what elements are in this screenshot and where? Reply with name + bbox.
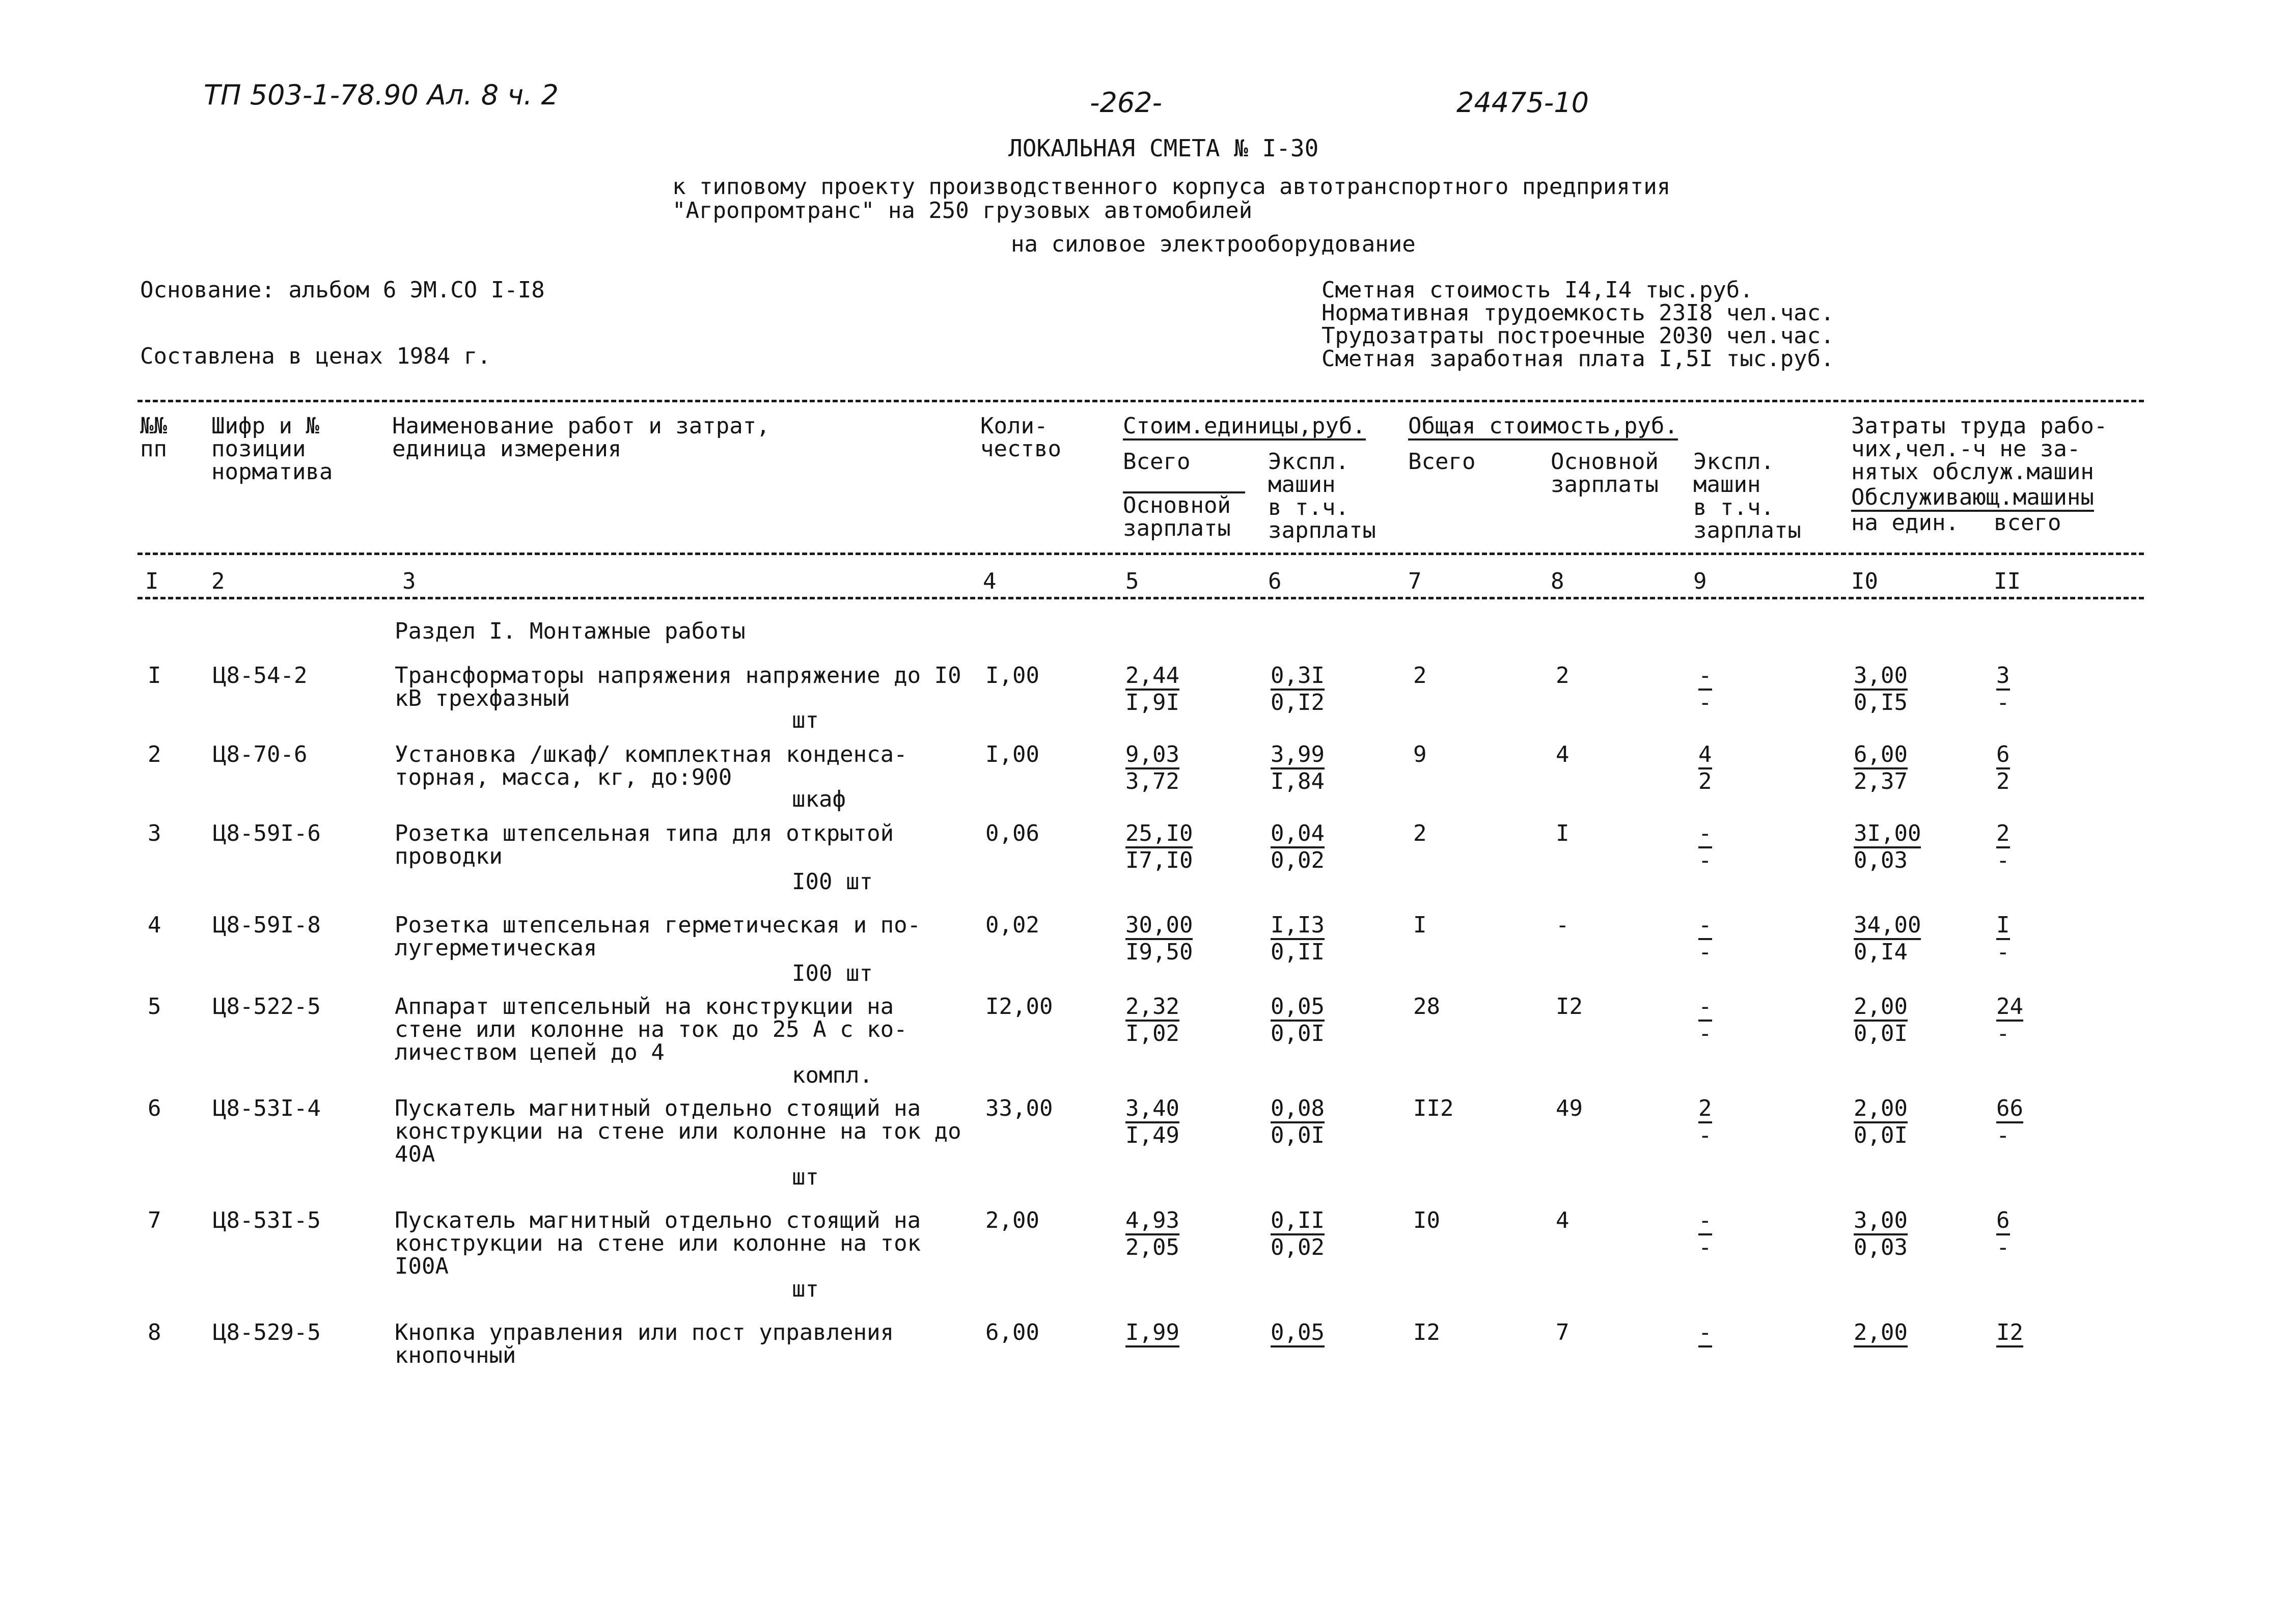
total-cost: 2 [1413,663,1427,689]
total-cost: I2 [1413,1319,1440,1345]
unit-cost-total-bottom: I,9I [1125,690,1179,715]
row-number: 2 [148,741,161,767]
row-name: Розетка штепсельная герметическая и по- лугерметическая [395,912,921,961]
document-reference: ТП 503-1-78.90 Ал. 8 ч. 2 [204,79,559,111]
labor-per-unit-top: 2,00 [1854,996,1908,1022]
total-machines-bottom: - [1698,939,1712,965]
unit-cost-total-bottom: I,49 [1125,1122,1179,1148]
labor-per-unit [1854,665,1908,714]
summary-line-2: Нормативная трудоемкость 23I8 чел.час. [1322,300,1834,326]
labor-total-top: 2 [1996,822,2010,848]
unit-cost-machines [1271,822,1325,872]
column-number: 9 [1693,568,1707,594]
row-quantity: I,00 [985,741,1039,767]
labor-total [1996,914,2010,964]
labor-per-unit-bottom: 0,03 [1854,847,1908,873]
table-top-rule [137,400,2144,402]
col-header-c6-bottom: в т.ч. зарплаты [1268,494,1376,543]
unit-cost-machines-top: 0,04 [1271,822,1325,848]
row-unit: шкаф [792,786,846,812]
column-number: 5 [1125,568,1139,594]
unit-cost-machines-top: 0,05 [1271,1322,1325,1347]
row-unit: I00 шт [792,869,873,895]
labor-per-unit-top: 3,00 [1854,1209,1908,1235]
total-machines-bottom: - [1698,1234,1712,1260]
row-name: Пускатель магнитный отдельно стоящий на конструкции на стене или колонне на ток I00А [395,1207,921,1279]
labor-total-top: 6 [1996,1209,2010,1235]
total-machines-top: 2 [1698,1097,1712,1123]
labor-total-top: 3 [1996,665,2010,691]
row-quantity: 6,00 [985,1319,1039,1345]
labor-total-bottom: 2 [1996,768,2010,794]
unit-cost-total-top: 30,00 [1125,914,1193,940]
unit-cost-machines-top: 0,3I [1271,665,1325,691]
subtitle-line-2: "Агропромтранс" на 250 грузовых автомобилей [672,198,1253,224]
col-header-c7: Всего [1408,449,1476,475]
total-machines-top: - [1698,1322,1712,1347]
unit-cost-machines-bottom: 0,02 [1271,847,1325,873]
total-machines-bottom: - [1698,690,1712,715]
unit-cost-total [1125,665,1179,714]
unit-cost-machines-top: 3,99 [1271,744,1325,769]
total-machines [1698,665,1712,714]
unit-cost-total-top: 9,03 [1125,744,1179,769]
col-header-c9-bottom: в т.ч. зарплаты [1693,494,1801,543]
total-wages: I2 [1556,994,1583,1020]
total-machines-top: - [1698,996,1712,1022]
col-group-unit-cost: Стоим.единицы,руб. [1123,415,1366,441]
unit-cost-machines-top: 0,05 [1271,996,1325,1022]
subtitle-line-3: на силовое электрооборудование [1011,231,1416,257]
labor-total [1996,1209,2010,1259]
total-machines [1698,822,1712,872]
page-title: ЛОКАЛЬНАЯ СМЕТА № I-30 [1008,134,1319,162]
col-header-c5-top: Всего [1123,449,1191,475]
labor-total [1996,822,2010,872]
total-machines-top: - [1698,1209,1712,1235]
total-wages: 4 [1556,741,1570,767]
row-number: I [148,663,161,689]
row-name: Аппарат штепсельный на конструкции на стене или колонне на ток до 25 А с ко- личеством цепей до 4 [395,994,907,1065]
unit-cost-machines-top: 0,II [1271,1209,1325,1235]
labor-total [1996,996,2023,1045]
total-machines-bottom: - [1698,847,1712,873]
row-quantity: I,00 [985,663,1039,689]
labor-per-unit-top: 3,00 [1854,665,1908,691]
col-header-num: №№ пп [140,413,167,462]
total-cost: 2 [1413,820,1427,846]
total-machines-bottom: 2 [1698,768,1712,794]
row-code: Ц8-53I-5 [213,1207,321,1233]
total-machines [1698,1097,1712,1147]
labor-per-unit-bottom: 2,37 [1854,768,1908,794]
archive-number: 24475-10 [1456,87,1589,119]
column-number: II [1994,568,2021,594]
col-header-c6-top: Экспл. машин [1268,449,1349,498]
row-code: Ц8-53I-4 [213,1095,321,1121]
total-machines [1698,914,1712,964]
row-number: 4 [148,912,161,938]
unit-cost-machines-top: I,I3 [1271,914,1325,940]
row-code: Ц8-70-6 [213,741,308,767]
row-unit: шт [792,1164,819,1190]
unit-cost-total [1125,1319,1179,1347]
row-name: Установка /шкаф/ комплектная конденса- торная, масса, кг, до:900 [395,741,907,790]
row-unit: I00 шт [792,960,873,986]
page-number: -262- [1090,87,1163,119]
labor-per-unit [1854,741,1908,794]
labor-per-unit-bottom: 0,I5 [1854,690,1908,715]
labor-total-bottom: - [1996,690,2010,715]
labor-total-top: I [1996,914,2010,940]
row-number: 3 [148,820,161,846]
row-code: Ц8-522-5 [213,994,321,1020]
unit-cost-total [1125,996,1179,1045]
labor-per-unit-top: 3I,00 [1854,822,1921,848]
total-wages: I [1556,820,1570,846]
total-cost: I0 [1413,1207,1440,1233]
labor-per-unit [1854,996,1908,1045]
row-name: Кнопка управления или пост управления кнопочный [395,1319,894,1368]
total-machines-bottom: - [1698,1122,1712,1148]
unit-cost-total-top: I,99 [1125,1322,1179,1347]
labor-per-unit-top: 2,00 [1854,1322,1908,1347]
row-number: 5 [148,994,161,1020]
column-number: 2 [211,568,225,594]
unit-cost-machines [1271,741,1325,794]
subtitle-line-1: к типовому проекту производственного корпуса автотранспортного предприятия [672,174,1671,200]
total-machines [1698,1209,1712,1259]
row-number: 6 [148,1095,161,1121]
unit-cost-machines [1271,914,1325,964]
section-title: Раздел I. Монтажные работы [395,618,746,644]
labor-per-unit-bottom: 0,0I [1854,1122,1908,1148]
basis-text: Основание: альбом 6 ЭМ.СО I-I8 [140,277,545,303]
unit-cost-total-top: 4,93 [1125,1209,1179,1235]
total-wages: 2 [1556,663,1570,689]
total-machines-top: - [1698,914,1712,940]
column-number: 4 [983,568,997,594]
total-cost: I [1413,912,1427,938]
labor-total-bottom: - [1996,939,2010,965]
row-quantity: 0,02 [985,912,1039,938]
labor-per-unit [1854,1097,1908,1147]
unit-cost-machines-bottom: 0,0I [1271,1122,1325,1148]
unit-cost-machines-bottom: 0,II [1271,939,1325,965]
unit-cost-machines [1271,1319,1325,1347]
labor-total [1996,1319,2023,1347]
column-number: 3 [402,568,416,594]
total-wages: - [1556,912,1570,938]
unit-cost-total-bottom: I9,50 [1125,939,1193,965]
total-cost: II2 [1413,1095,1454,1121]
col-group-total-cost: Общая стоимость,руб. [1408,415,1678,441]
labor-total [1996,741,2010,794]
total-wages: 4 [1556,1207,1570,1233]
col-group-labor-sub: Обслуживающ.машины [1851,486,2094,512]
total-machines [1698,1319,1712,1347]
row-code: Ц8-59I-8 [213,912,321,938]
labor-total [1996,665,2010,714]
row-name: Пускатель магнитный отдельно стоящий на конструкции на стене или колонне на ток до 40А [395,1095,961,1167]
unit-cost-total-top: 3,40 [1125,1097,1179,1123]
unit-cost-total-bottom: I7,I0 [1125,847,1193,873]
unit-cost-total-top: 2,32 [1125,996,1179,1022]
total-machines-top: - [1698,665,1712,691]
header-bottom-rule [137,553,2144,555]
labor-per-unit-bottom: 0,I4 [1854,939,1908,965]
col-header-c5-bottom: Основной зарплаты [1123,491,1245,541]
unit-cost-machines-top: 0,08 [1271,1097,1325,1123]
unit-cost-total [1125,822,1193,872]
unit-cost-total-bottom: 2,05 [1125,1234,1179,1260]
row-name: Розетка штепсельная типа для открытой проводки [395,820,894,869]
labor-total-bottom: - [1996,847,2010,873]
labor-per-unit-top: 34,00 [1854,914,1921,940]
column-number: I0 [1851,568,1878,594]
summary-line-3: Трудозатраты построечные 2030 чел.час. [1322,323,1834,349]
prices-text: Составлена в ценах 1984 г. [140,343,491,369]
labor-total-bottom: - [1996,1021,2010,1047]
row-unit: компл. [792,1062,873,1088]
unit-cost-total-top: 2,44 [1125,665,1179,691]
labor-per-unit [1854,914,1921,964]
row-quantity: 33,00 [985,1095,1053,1121]
unit-cost-machines-bottom: I,84 [1271,768,1325,794]
unit-cost-machines [1271,996,1325,1045]
labor-total [1996,1097,2023,1147]
column-number: 7 [1408,568,1422,594]
total-machines-bottom: - [1698,1021,1712,1047]
labor-per-unit [1854,822,1921,872]
total-machines-top: 4 [1698,744,1712,769]
summary-line-4: Сметная заработная плата I,5I тыс.руб. [1322,346,1834,372]
labor-total-bottom: - [1996,1122,2010,1148]
labor-total-top: 6 [1996,744,2010,769]
unit-cost-machines-bottom: 0,02 [1271,1234,1325,1260]
unit-cost-machines [1271,665,1325,714]
unit-cost-total [1125,741,1179,794]
total-machines [1698,741,1712,794]
row-code: Ц8-59I-6 [213,820,321,846]
row-number: 8 [148,1319,161,1345]
summary-line-1: Сметная стоимость I4,I4 тыс.руб. [1322,277,1753,303]
total-machines-top: - [1698,822,1712,848]
col-header-qty: Коли- чество [980,413,1061,462]
column-numbers-rule [137,597,2144,599]
unit-cost-total [1125,1209,1179,1259]
total-cost: 28 [1413,994,1440,1020]
labor-per-unit-top: 6,00 [1854,744,1908,769]
column-number: I [145,568,159,594]
labor-total-top: I2 [1996,1322,2023,1347]
unit-cost-machines [1271,1097,1325,1147]
unit-cost-total-bottom: I,02 [1125,1021,1179,1047]
row-quantity: I2,00 [985,994,1053,1020]
unit-cost-machines-bottom: 0,0I [1271,1021,1325,1047]
labor-per-unit-bottom: 0,0I [1854,1021,1908,1047]
col-group-labor: Затраты труда рабо- чих,чел.-ч не за- нятых обслуж.машин [1851,413,2108,485]
row-code: Ц8-54-2 [213,663,308,689]
unit-cost-total [1125,914,1193,964]
labor-per-unit-top: 2,00 [1854,1097,1908,1123]
col-header-c8: Основной зарплаты [1551,449,1659,498]
row-quantity: 2,00 [985,1207,1039,1233]
total-wages: 7 [1556,1319,1570,1345]
total-wages: 49 [1556,1095,1583,1121]
labor-total-bottom: - [1996,1234,2010,1260]
col-header-c9-top: Экспл. машин [1693,449,1774,498]
unit-cost-total [1125,1097,1179,1147]
row-unit: шт [792,1276,819,1302]
col-header-c11: всего [1994,510,2061,536]
total-cost: 9 [1413,741,1427,767]
row-number: 7 [148,1207,161,1233]
col-header-name: Наименование работ и затрат, единица измерения [392,413,770,462]
unit-cost-machines [1271,1209,1325,1259]
row-name: Трансформаторы напряжения напряжение до I0 кВ трехфазный [395,663,961,711]
column-number: 8 [1551,568,1564,594]
labor-per-unit [1854,1319,1908,1347]
column-number: 6 [1268,568,1282,594]
col-header-code: Шифр и № позиции норматива [211,413,333,485]
unit-cost-machines-bottom: 0,I2 [1271,690,1325,715]
unit-cost-total-top: 25,I0 [1125,822,1193,848]
labor-per-unit [1854,1209,1908,1259]
total-machines [1698,996,1712,1045]
row-unit: шт [792,707,819,733]
labor-total-top: 66 [1996,1097,2023,1123]
col-header-c10: на един. [1851,510,1959,536]
unit-cost-total-bottom: 3,72 [1125,768,1179,794]
labor-total-top: 24 [1996,996,2023,1022]
labor-per-unit-bottom: 0,03 [1854,1234,1908,1260]
row-quantity: 0,06 [985,820,1039,846]
row-code: Ц8-529-5 [213,1319,321,1345]
